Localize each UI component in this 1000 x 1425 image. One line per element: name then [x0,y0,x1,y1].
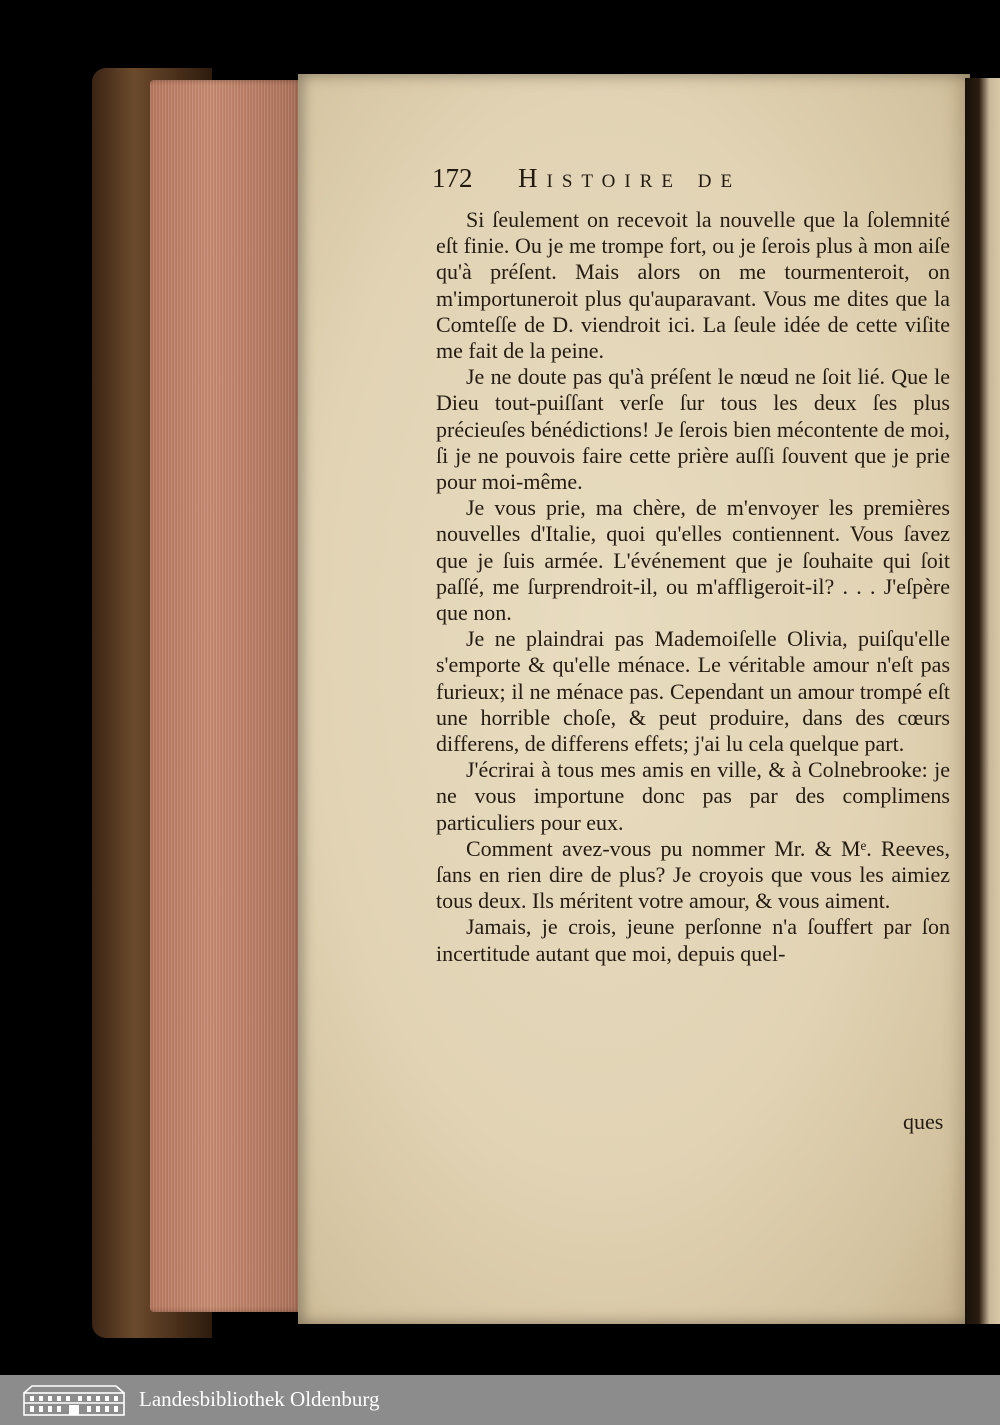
paragraph: Je ne plaindrai pas Mademoiſelle Olivia, puiſqu'elle s'emporte & qu'elle ménace. Le véritable amour n'eſt pas furieux; il ne ménace pas. Cependant un amour trompé eſt une horrible choſe, & peut produire, dans des cœurs differens, de differens effets; j'ai lu cela quelque part. [436,626,950,757]
library-building-icon [22,1383,126,1417]
paragraph: J'écrirai à tous mes amis en ville, & à Colnebrooke: je ne vous importune donc pas par des complimens particuliers pour eux. [436,757,950,835]
paragraph: Jamais, je crois, jeune perſonne n'a ſouffert par ſon incertitude autant que moi, depuis quel- [436,914,950,966]
paragraph: Je ne doute pas qu'à préſent le nœud ne ſoit lié. Que le Dieu tout-puiſſant verſe ſur tous les deux ſes plus précieuſes bénédictions! Je ſerois bien mécontente de moi, ſi je ne pouvois faire cette prière auſſi ſouvent que je prie pour moi-même. [436,364,950,495]
running-head [432,163,912,203]
body-text [436,207,950,967]
library-name: Landesbibliothek Oldenburg [139,1387,380,1411]
page-edges [150,80,302,1312]
catchword: ques [903,1109,944,1134]
paragraph: Je vous prie, ma chère, de m'envoyer les premières nouvelles d'Italie, quoi qu'elles contiennent. Vous ſavez que je ſuis armée. L'événement que je ſouhaite qui ſoit paſſé, me ſurprendroit-il, ou m'affligeroit-il? . . . J'eſpère que non. [436,495,950,626]
running-title: Histoire de [518,163,742,193]
footer-bar [0,1375,1000,1425]
paragraph: Si ſeulement on recevoit la nouvelle que la ſolemnité eſt finie. Ou je me trompe fort, ou je ſerois plus à mon aiſe qu'à préſent. Mais alors on me tourmenteroit, on m'importuneroit plus qu'auparavant. Vous me dites que la Comteſſe de D. viendroit ici. La ſeule idée de cette viſite me fait de la peine. [436,207,950,364]
page-number: 172 [432,163,473,193]
book-gutter [965,78,1000,1324]
paragraph: Comment avez-vous pu nommer Mr. & Mᵉ. Reeves, ſans en rien dire de plus? Je croyois que vous les aimiez tous deux. Ils méritent votre amour, & vous aiment. [436,835,950,914]
